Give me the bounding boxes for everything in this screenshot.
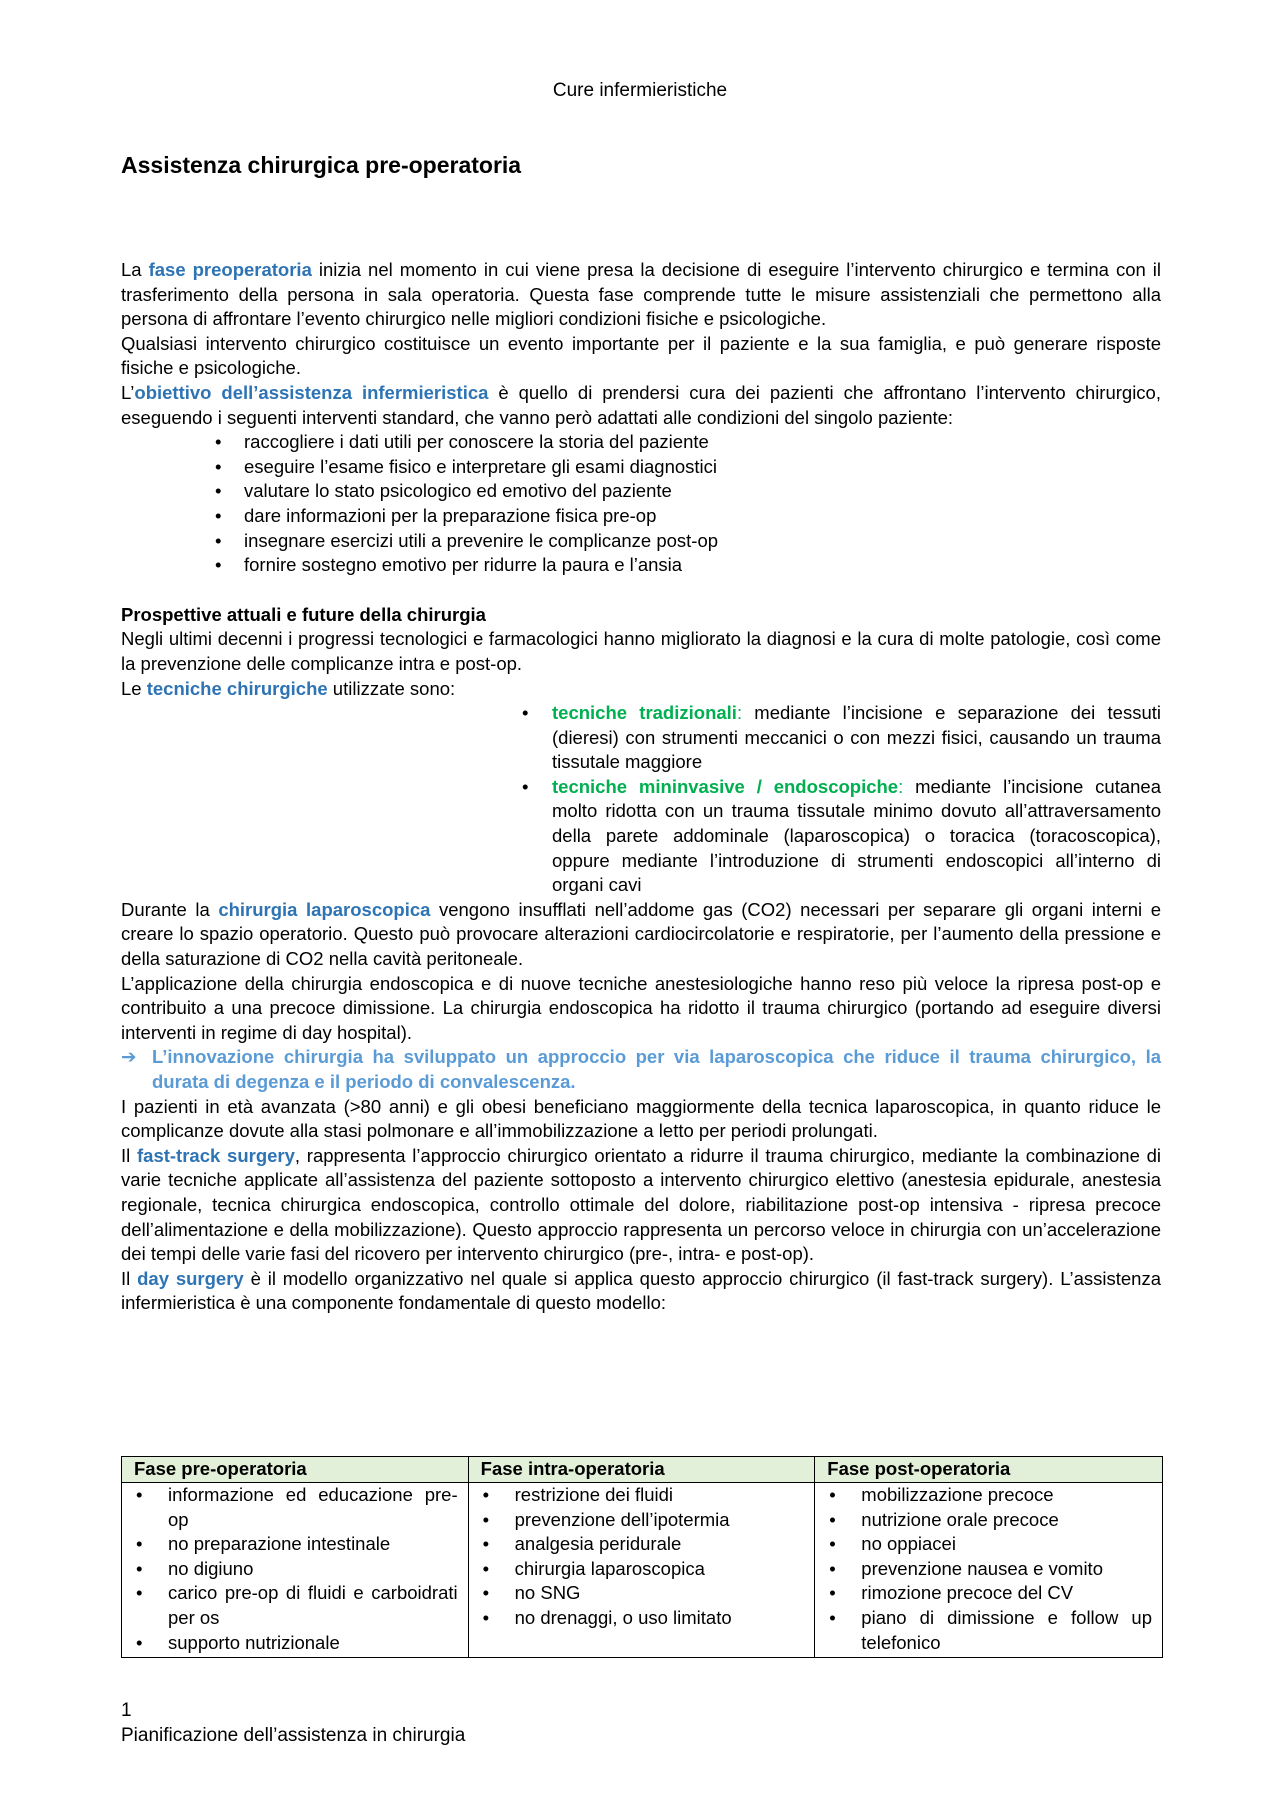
text-run: Il [121, 1267, 138, 1289]
list-item: • fornire sostegno emotivo per ridurre la paura e l’ansia [244, 553, 1161, 578]
table-row [122, 1483, 1163, 1658]
highlight-term: day surgery [137, 1267, 244, 1289]
text-run: mediante l’incisione cutanea molto ridotta con un trauma tissutale minimo dovuto all’attraversamento della parete addominale (laparoscopica) o toracica (toracoscopica), oppure mediante l’introduzione di strumenti endoscopici all’interno di organi cavi [552, 775, 1161, 896]
text-run: : [898, 775, 904, 797]
section-paragraph-7 [121, 1267, 1161, 1316]
fast-track-phases-table [121, 1456, 1163, 1658]
list-item: • no oppiacei [827, 1532, 1152, 1557]
text-run: : [736, 702, 743, 724]
text-run: è il modello organizzativo nel quale si applica questo approccio chirurgico (il fast-track surgery). L’assistenza infermieristica è una componente fondamentale di questo modello: [121, 1267, 1162, 1314]
table-cell [468, 1483, 815, 1658]
surgical-techniques-list [521, 701, 1161, 898]
table-cell [815, 1483, 1163, 1658]
highlight-term: tecniche chirurgiche [146, 677, 328, 699]
section-paragraph-6 [121, 1144, 1161, 1267]
highlight-term: tecniche tradizionali [552, 702, 737, 724]
column-header: Fase pre-operatoria [122, 1457, 469, 1483]
intra-op-list [481, 1483, 805, 1631]
highlight-term: obiettivo dell’assistenza infermieristica [134, 381, 489, 403]
list-item: • valutare lo stato psicologico ed emotivo del paziente [244, 479, 1161, 504]
table-cell [122, 1483, 469, 1658]
list-item: • raccogliere i dati utili per conoscere la storia del paziente [244, 430, 1161, 455]
list-item: • insegnare esercizi utili a prevenire le complicanze post-op [244, 529, 1161, 554]
list-item: • piano di dimissione e follow up telefonico [827, 1606, 1152, 1655]
highlight-term: tecniche mininvasive / endoscopiche [552, 775, 899, 797]
section-paragraph-3 [121, 898, 1161, 972]
text-run: utilizzate sono: [327, 677, 456, 699]
list-item: • informazione ed educazione pre-op [134, 1483, 458, 1532]
list-item: • nutrizione orale precoce [827, 1508, 1152, 1533]
list-item: • no preparazione intestinale [134, 1532, 458, 1557]
list-item: • restrizione dei fluidi [481, 1483, 805, 1508]
list-item: • analgesia peridurale [481, 1532, 805, 1557]
intro-paragraph-1 [121, 258, 1161, 332]
intro-paragraph-2: Qualsiasi intervento chirurgico costituisce un evento importante per il paziente e la sua famiglia, e può generare risposte fisiche e psicologiche. [121, 332, 1161, 379]
column-header: Fase post-operatoria [815, 1457, 1163, 1483]
list-item [552, 701, 1161, 775]
key-point [121, 1045, 1161, 1094]
text-run: Il [121, 1144, 137, 1166]
list-item: • chirurgia laparoscopica [481, 1557, 805, 1582]
post-op-list [827, 1483, 1152, 1655]
intro-paragraph-3 [121, 381, 1161, 430]
section-paragraph-4: L’applicazione della chirurgia endoscopica e di nuove tecniche anestesiologiche hanno reso più veloce la ripresa post-op e contribuito a una precoce dimissione. La chirurgia endoscopica ha ridotto il trauma chirurgico (portando ad eseguire diversi interventi in regime di day hospital). [121, 972, 1161, 1043]
page-header: Cure infermieristiche [552, 80, 728, 101]
highlight-term: chirurgia laparoscopica [218, 898, 431, 920]
highlight-term: fase preoperatoria [148, 259, 312, 280]
section-paragraph-5: I pazienti in età avanzata (>80 anni) e gli obesi beneficiano maggiormente della tecnica laparoscopica, in quanto riduce le complicanze dovute alla stasi polmonare e all’immobilizzazione a letto per periodi prolungati. [121, 1095, 1161, 1142]
list-item: • eseguire l’esame fisico e interpretare gli esami diagnostici [244, 455, 1161, 480]
list-item: • rimozione precoce del CV [827, 1581, 1152, 1606]
list-item: • no drenaggi, o uso limitato [481, 1606, 805, 1631]
list-item: • prevenzione nausea e vomito [827, 1557, 1152, 1582]
list-item: • mobilizzazione precoce [827, 1483, 1152, 1508]
text-run: inizia nel momento in cui viene presa la decisione di eseguire l’intervento chirurgico e termina con il trasferimento della persona in sala operatoria. Questa fase comprende tutte le misure assistenziali che permettono alla persona di affrontare l’evento chirurgico nelle migliori condizioni fisiche e psicologiche. [121, 259, 1161, 330]
text-run: vengono insufflati nell’addome gas (CO2) necessari per separare gli organi interni e creare lo spazio operatorio. Questo può provocare alterazioni cardiocircolatorie e respiratorie, per l’aumento della pressione e della saturazione di CO2 nella cavità peritoneale. [121, 898, 1161, 970]
list-item [552, 775, 1161, 898]
list-item: • no SNG [481, 1581, 805, 1606]
section-paragraph-2 [121, 677, 1161, 702]
arrow-icon: ➔ [121, 1046, 137, 1068]
text-run: Le [121, 677, 147, 699]
page-title: Assistenza chirurgica pre-operatoria [121, 152, 522, 178]
text-run: mediante l’incisione e separazione dei tessuti (dieresi) con strumenti meccanici o con mezzi fisici, causando un trauma tissutale maggiore [552, 702, 1161, 773]
list-item: • no digiuno [134, 1557, 458, 1582]
document-body [121, 258, 1161, 1316]
text-run: L’ [121, 381, 135, 403]
section-heading: Prospettive attuali e future della chirurgia [121, 603, 486, 625]
column-header: Fase intra-operatoria [468, 1457, 815, 1483]
page-footer: Pianificazione dell’assistenza in chirurgia [121, 1725, 466, 1746]
pre-op-list [134, 1483, 458, 1655]
section-paragraph-1: Negli ultimi decenni i progressi tecnologici e farmacologici hanno migliorato la diagnosi e la cura di molte patologie, così come la prevenzione delle complicanze intra e post-op. [121, 628, 1161, 674]
text-run: Durante la [121, 898, 219, 920]
highlight-term: fast-track surgery [137, 1144, 295, 1166]
text-run: La [121, 259, 149, 280]
list-item: • dare informazioni per la preparazione fisica pre-op [244, 504, 1161, 529]
page-number: 1 [121, 1700, 132, 1721]
text-run: L’innovazione chirurgia ha sviluppato un approccio per via laparoscopica che riduce il trauma chirurgico, la durata di degenza e il periodo di convalescenza. [152, 1046, 1161, 1092]
text-run: , rappresenta l’approccio chirurgico orientato a ridurre il trauma chirurgico, mediante la combinazione di varie tecniche applicate all’assistenza del paziente sottoposto a intervento chirurgico elettivo (anestesia epidurale, anestesia regionale, tecnica chirurgica endoscopica, controllo ottimale del dolore, riabilitazione post-op intensiva - ripresa precoce dell’alimentazione e della mobilizzazione). Questo approccio rappresenta un percorso veloce in chirurgia con un’accelerazione dei tempi delle varie fasi del ricovero per intervento chirurgico (pre-, intra- e post-op). [121, 1144, 1162, 1265]
text-run: è quello di prendersi cura dei pazienti che affrontano l’intervento chirurgico, eseguendo i seguenti interventi standard, che vanno però adattati alle condizioni del singolo paziente: [121, 381, 1161, 428]
table-header-row [122, 1457, 1163, 1483]
list-item: • supporto nutrizionale [134, 1631, 458, 1656]
list-item: • carico pre-op di fluidi e carboidrati per os [134, 1581, 458, 1630]
list-item: • prevenzione dell’ipotermia [481, 1508, 805, 1533]
nursing-interventions-list [121, 430, 1161, 578]
